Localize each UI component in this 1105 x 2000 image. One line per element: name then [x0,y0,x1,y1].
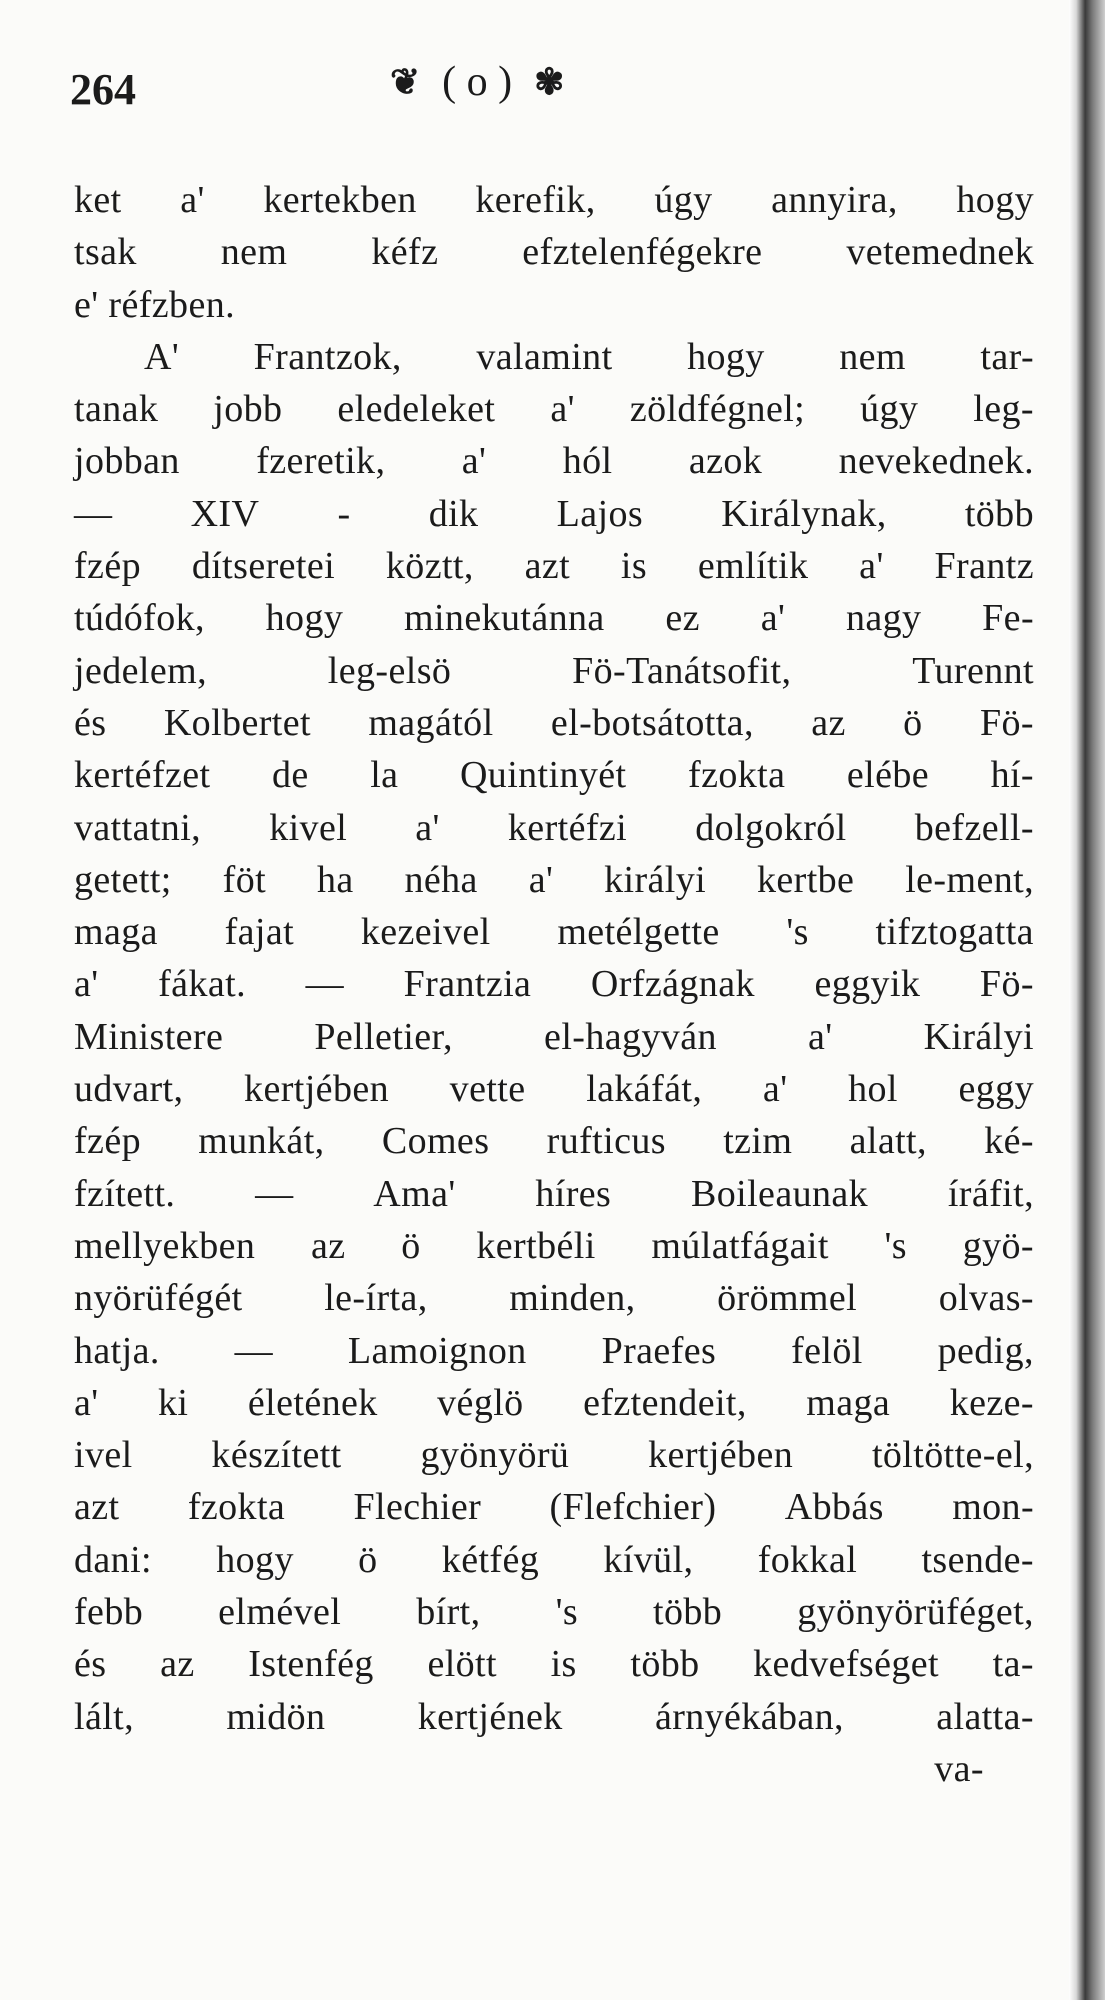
word: töltötte-el, [871,1434,1034,1477]
word: Ministere [74,1015,224,1058]
word: fzép [74,545,141,588]
word: Frantzok, [253,335,402,378]
text-line [74,1377,1034,1429]
text-line [74,1691,1034,1743]
text-line [74,435,1034,487]
word: a' [461,440,487,483]
word: Fö- [979,963,1034,1006]
word: köztt, [385,545,474,588]
word: Fö- [979,701,1034,744]
word: vetemednek [846,231,1034,274]
word: fzép [74,1120,141,1163]
word: Quintinyét [459,754,627,797]
running-head [390,58,564,106]
body-text [74,174,1034,1795]
word: íráfit, [947,1172,1034,1215]
word: munkát, [198,1120,325,1163]
word: a' [762,1068,788,1111]
word: túdófok, [74,597,205,640]
word: elött [427,1643,497,1686]
word: említik [697,545,809,588]
word: dítseretei [191,545,336,588]
word: Abbás [784,1486,884,1529]
word: Ama' [373,1172,456,1215]
word: efztelenfégekre [522,231,763,274]
word: néha [404,858,478,901]
word: XIV [190,492,260,535]
word: lált, [74,1695,135,1738]
word: fzített. [74,1172,176,1215]
word: árnyékában, [654,1695,844,1738]
word: Pelletier, [314,1015,453,1058]
text-line [74,1011,1034,1063]
word: kivel [269,806,348,849]
word: királyi [604,858,707,901]
word: a' [528,858,554,901]
word: nyörüfégét [74,1277,243,1320]
word: kezeivel [360,911,491,954]
word: rufticus [546,1120,666,1163]
word: a' [550,388,575,431]
word: Lamoignon [347,1329,527,1372]
word: — [255,1172,294,1215]
word: — [234,1329,274,1372]
word: fzokta [688,754,786,797]
word: vette [449,1068,526,1111]
word: a' [415,806,440,849]
word: kertjében [244,1068,390,1111]
word: tsak [74,231,137,274]
word: az [160,1643,195,1686]
word: kertjének [417,1695,563,1738]
word: Boileaunak [691,1172,869,1215]
word: minekutánna [404,597,605,640]
text-line [74,958,1034,1010]
word: több [653,1591,723,1634]
word: bírt, [416,1591,481,1634]
word: tanak [74,388,159,431]
word: annyira, [771,179,898,221]
word: — [74,492,113,535]
word: getett; [74,858,172,901]
word: hatja. [74,1329,160,1372]
word: valamint [476,335,613,378]
word: azt [524,545,571,588]
text-line: e' réfzben. [74,283,236,326]
word: eggy [958,1068,1034,1111]
word: hogy [265,597,344,640]
text-line [74,854,1034,906]
word: és [74,1643,107,1686]
text-line [74,1534,1034,1586]
word: keze- [949,1381,1034,1424]
text-line [74,1063,1034,1115]
word: Frantz [934,545,1034,588]
word: minden, [509,1277,636,1320]
text-line [74,802,1034,854]
text-line [74,1115,1034,1167]
catchword: va- [934,1747,984,1790]
word: Turennt [912,649,1034,692]
word: hol [848,1068,898,1111]
word: hogy [216,1538,294,1581]
word: Királynak, [721,492,887,535]
word: zöldfégnel; [629,388,806,431]
word: felöl [791,1329,863,1372]
word: nem [839,335,906,378]
word: a' [74,1381,99,1424]
word: — [305,963,344,1006]
text-line [74,540,1034,592]
word: efztendeit, [583,1381,747,1424]
word: jobb [213,388,283,431]
word: A' [144,335,180,378]
word: alatt, [849,1120,927,1163]
text-line [74,1586,1034,1638]
word: udvart, [74,1068,184,1111]
word: Flechier [353,1486,482,1529]
word: több [630,1643,700,1686]
word: azt [74,1486,120,1529]
word: maga [74,911,158,954]
word: hól [562,440,613,483]
ornament-left-icon: ❦ [390,62,421,102]
word: maga [806,1381,891,1424]
word: kedvefséget [753,1643,940,1686]
word: Comes [381,1120,490,1163]
word: kertbe [756,858,855,901]
word: fákat. [158,963,246,1006]
text-line [74,1481,1034,1533]
text-line [74,749,1034,801]
word: is [620,545,648,588]
text-line [74,1638,1034,1690]
word: kéfz [371,231,439,274]
word: Fö-Tanátsofit, [572,649,792,692]
text-line [74,174,1034,226]
word: híres [535,1172,612,1215]
text-line [74,906,1034,958]
word: de [272,754,309,797]
text-line [74,1429,1034,1481]
word: ké- [984,1120,1034,1163]
word: életének [247,1381,378,1424]
word: el-botsátotta, [550,701,754,744]
word: magától [368,701,494,744]
word: - [337,492,351,535]
word: kertbéli [476,1224,596,1267]
word: a' [180,179,205,221]
word: jedelem, [74,649,207,692]
word: az [311,1224,346,1267]
ornament-right-icon: ✾ [534,62,565,102]
word: ivel [74,1434,133,1477]
word: dik [428,492,479,535]
word: úgy [860,388,919,431]
word: fajat [224,911,295,954]
word: gyönyörü [420,1434,570,1477]
word: hí- [990,754,1034,797]
word: jobban [74,440,180,483]
word: ö [358,1538,378,1581]
word: ez [665,597,700,640]
word: kívül, [603,1538,694,1581]
page-edge-shadow [1069,0,1105,2000]
word: Lajos [556,492,644,535]
word: véglö [437,1381,524,1424]
word: ki [158,1381,189,1424]
word: úgy [654,179,713,221]
word: kertéfzi [507,806,628,849]
word: kétfég [441,1538,540,1581]
word: 's [884,1224,907,1267]
word: örömmel [717,1277,858,1320]
word: azok [688,440,763,483]
word: vattatni, [74,806,202,849]
text-line [74,226,1034,278]
text-line [74,1325,1034,1377]
word: tifztogatta [875,911,1034,954]
word: kerefik, [475,179,596,221]
word: olvas- [938,1277,1034,1320]
word: a' [859,545,884,588]
word: alatta- [936,1695,1034,1738]
text-line [74,383,1034,435]
word: Orfzágnak [590,963,755,1006]
text-line [74,331,1034,383]
word: eggyik [814,963,921,1006]
word: ö [903,701,923,744]
page-header [70,58,1040,138]
word: fokkal [757,1538,858,1581]
word: tsende- [921,1538,1034,1581]
word: Istenfég [248,1643,374,1686]
text-line [74,697,1034,749]
word: elmével [218,1591,342,1634]
word: nevekednek. [838,440,1034,483]
text-line [74,645,1034,697]
word: la [370,754,399,797]
word: kertekben [263,179,417,221]
word: a' [74,963,99,1006]
word: és [74,701,107,744]
word: nagy [845,597,922,640]
word: ö [401,1224,421,1267]
word: pedig, [937,1329,1034,1372]
word: 's [786,911,809,954]
text-line [74,488,1034,540]
word: dolgokról [695,806,847,849]
word: midön [226,1695,326,1738]
word: leg- [973,388,1034,431]
word: ket [74,179,122,221]
word: dani: [74,1538,152,1581]
word: hogy [687,335,765,378]
word: több [964,492,1034,535]
word: le-ment, [905,858,1034,901]
word: Kolbertet [163,701,311,744]
word: tar- [980,335,1034,378]
word: ta- [992,1643,1034,1686]
text-line [74,1220,1034,1272]
word: gyönyörüféget, [797,1591,1034,1634]
word: nem [220,231,288,274]
running-head-text: ( o ) [442,59,513,105]
word: le-írta, [324,1277,428,1320]
word: leg-elsö [327,649,452,692]
word: mon- [952,1486,1034,1529]
word: kertjében [648,1434,794,1477]
text-line [74,592,1034,644]
word: (Flefchier) [549,1486,717,1529]
word: ha [316,858,354,901]
word: hogy [956,179,1034,221]
word: Királyi [923,1015,1034,1058]
word: gyö- [962,1224,1034,1267]
word: metélgette [557,911,720,954]
word: Praefes [601,1329,717,1372]
word: el-hagyván [544,1015,717,1058]
text-line [74,1272,1034,1324]
word: föt [222,858,267,901]
word: fzokta [187,1486,286,1529]
word: febb [74,1591,144,1634]
page-number: 264 [70,65,136,114]
word: kertéfzet [74,754,211,797]
word: elébe [846,754,930,797]
word: fzeretik, [256,440,386,483]
word: Fe- [982,597,1034,640]
word: tzim [723,1120,793,1163]
text-line [74,1168,1034,1220]
word: lakáfát, [586,1068,703,1111]
word: is [550,1643,577,1686]
word: a' [760,597,786,640]
word: Frantzia [403,963,532,1006]
word: mellyekben [74,1224,256,1267]
word: az [811,701,846,744]
word: 's [555,1591,579,1634]
word: eledeleket [337,388,496,431]
word: a' [807,1015,833,1058]
word: múlatfágait [651,1224,829,1267]
word: befzell- [914,806,1034,849]
word: készített [211,1434,342,1477]
